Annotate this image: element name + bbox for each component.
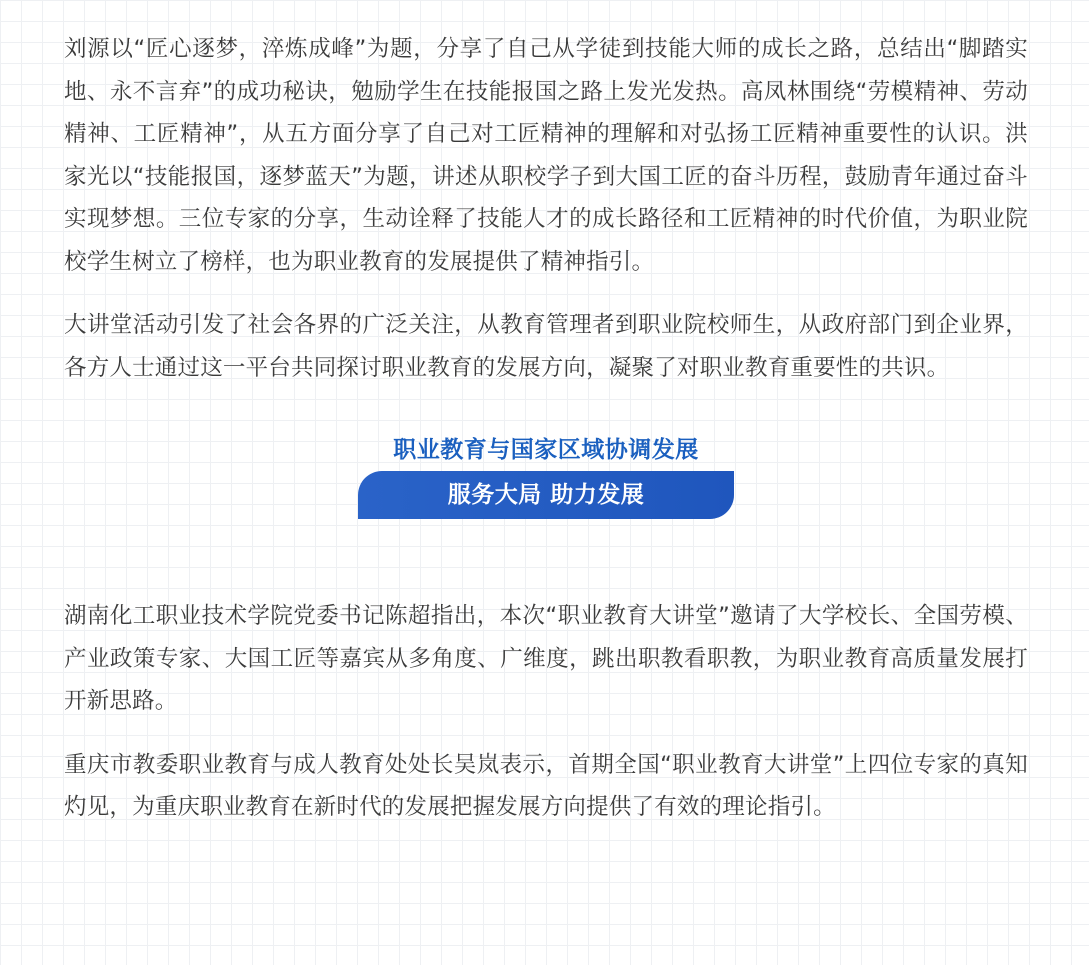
paragraph-chongqing-remarks: 重庆市教委职业教育与成人教育处处长吴岚表示，首期全国“职业教育大讲堂”上四位专家的真知灼见，为重庆职业教育在新时代的发展把握发展方向提供了有效的理论指引。 xyxy=(64,751,1028,820)
section-banner: 服务大局 助力发展 xyxy=(358,471,734,519)
paragraph-social-attention: 大讲堂活动引发了社会各界的广泛关注，从教育管理者到职业院校师生，从政府部门到企业界，各方人士通过这一平台共同探讨职业教育的发展方向，凝聚了对职业教育重要性的共识。 xyxy=(64,312,1028,381)
section-heading xyxy=(64,429,1028,551)
paragraph-hunan-remarks: 湖南化工职业技术学院党委书记陈超指出，本次“职业教育大讲堂”邀请了大学校长、全国劳模、产业政策专家、大国工匠等嘉宾从多角度、广维度，跳出职教看职教，为职业教育高质量发展打开新思路。 xyxy=(64,603,1028,714)
paragraph-experts-sharing: 刘源以“匠心逐梦，淬炼成峰”为题，分享了自己从学徒到技能大师的成长之路，总结出“脚踏实地、永不言弃”的成功秘诀，勉励学生在技能报国之路上发光发热。高凤林围绕“劳模精神、劳动精神、工匠精神”，从五方面分享了自己对工匠精神的理解和对弘扬工匠精神重要性的认识。洪家光以“技能报国，逐梦蓝天”为题，讲述从职校学子到大国工匠的奋斗历程，鼓励青年通过奋斗实现梦想。三位专家的分享，生动诠释了技能人才的成长路径和工匠精神的时代价值，为职业院校学生树立了榜样，也为职业教育的发展提供了精神指引。 xyxy=(64,36,1028,275)
section-title: 职业教育与国家区域协调发展 xyxy=(393,437,699,463)
article-body xyxy=(64,28,1028,829)
